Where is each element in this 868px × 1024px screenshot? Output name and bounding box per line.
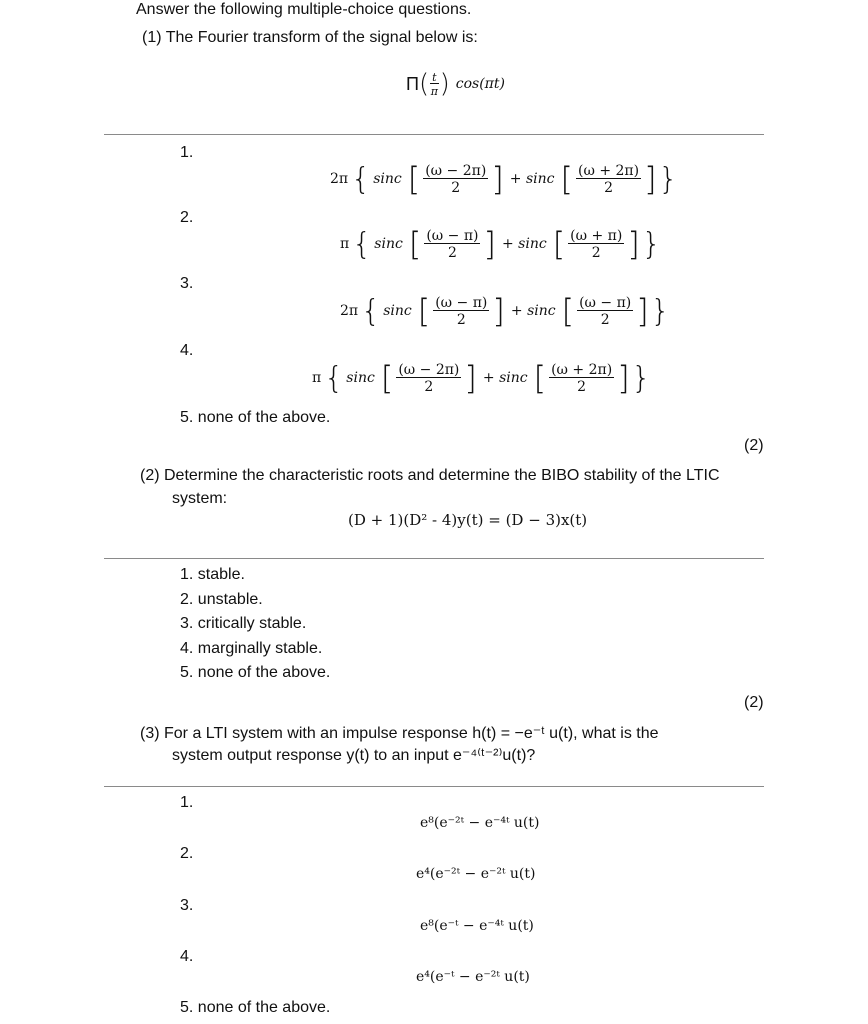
q1-option-4-expr: π { sinc [ $\frac{(\omega - 2\pi)}{2}$ ] + sinc [ $\frac{(\omega + 2\pi)}{2}$ ] } <box>312 359 651 397</box>
q3-option-number: 4. <box>180 948 194 965</box>
q2-option: 1. stable. <box>180 566 245 583</box>
q1-option-number: 1. <box>180 144 194 161</box>
signal-fraction: $\frac{t}{\pi}$ <box>430 70 438 98</box>
q2-equation: (D + 1)(D² - 4)y(t) = (D − 3)x(t) <box>348 511 588 529</box>
q3-option-number: 1. <box>180 794 194 811</box>
q2-option: 4. marginally stable. <box>180 640 323 657</box>
q3-label-cont: system output response y(t) to an input e⁻⁴⁽ᵗ⁻²⁾u(t)? <box>172 747 536 764</box>
q1-option-number: 2. <box>180 209 194 226</box>
q3-option-2-expr: e⁴(e⁻²ᵗ − e⁻²ᵗ u(t) <box>416 866 536 882</box>
q1-option-number: 4. <box>180 342 194 359</box>
intro-text: Answer the following multiple-choice questions. <box>136 1 472 18</box>
q1-option-2-expr: π { sinc [ $\frac{(\omega - \pi)}{2}$ ] + sinc [ $\frac{(\omega + \pi)}{2}$ ] } <box>340 225 661 263</box>
q2-option: 5. none of the above. <box>180 664 331 681</box>
q3-option-none: 5. none of the above. <box>180 999 331 1016</box>
signal-cos: cos(πt) <box>455 76 505 92</box>
q3-option-1-expr: e⁸(e⁻²ᵗ − e⁻⁴ᵗ u(t) <box>420 815 540 831</box>
points: (2) <box>744 694 764 711</box>
q1-option-number: 3. <box>180 275 194 292</box>
q3-option-number: 3. <box>180 897 194 914</box>
q3-label: (3) For a LTI system with an impulse response h(t) = −e⁻ᵗ u(t), what is the <box>140 725 659 742</box>
q1-option-3-expr: 2π { sinc [ $\frac{(\omega - \pi)}{2}$ ] + sinc [ $\frac{(\omega - \pi)}{2}$ ] } <box>340 292 670 330</box>
q3-option-3-expr: e⁸(e⁻ᵗ − e⁻⁴ᵗ u(t) <box>420 918 534 934</box>
q1-option-none: 5. none of the above. <box>180 409 331 426</box>
divider <box>104 558 764 559</box>
q3-option-number: 2. <box>180 845 194 862</box>
q1-signal: Π ( $\frac{t}{\pi}$ ) cos(πt) <box>406 69 505 99</box>
q2-label-cont: system: <box>172 490 228 507</box>
rect-symbol: Π <box>406 73 419 94</box>
q3-option-4-expr: e⁴(e⁻ᵗ − e⁻²ᵗ u(t) <box>416 969 530 985</box>
q2-option: 2. unstable. <box>180 591 263 608</box>
q2-label: (2) Determine the characteristic roots and determine the BIBO stability of the LTIC <box>140 467 720 484</box>
q1-label: (1) The Fourier transform of the signal below is: <box>142 29 478 46</box>
divider <box>104 134 764 135</box>
divider <box>104 786 764 787</box>
q2-option: 3. critically stable. <box>180 615 307 632</box>
points: (2) <box>744 437 764 454</box>
q1-option-1-expr: 2π { sinc [ $\frac{(\omega - 2\pi)}{2}$ ] + sinc [ $\frac{(\omega + 2\pi)}{2}$ ] } <box>330 160 678 198</box>
